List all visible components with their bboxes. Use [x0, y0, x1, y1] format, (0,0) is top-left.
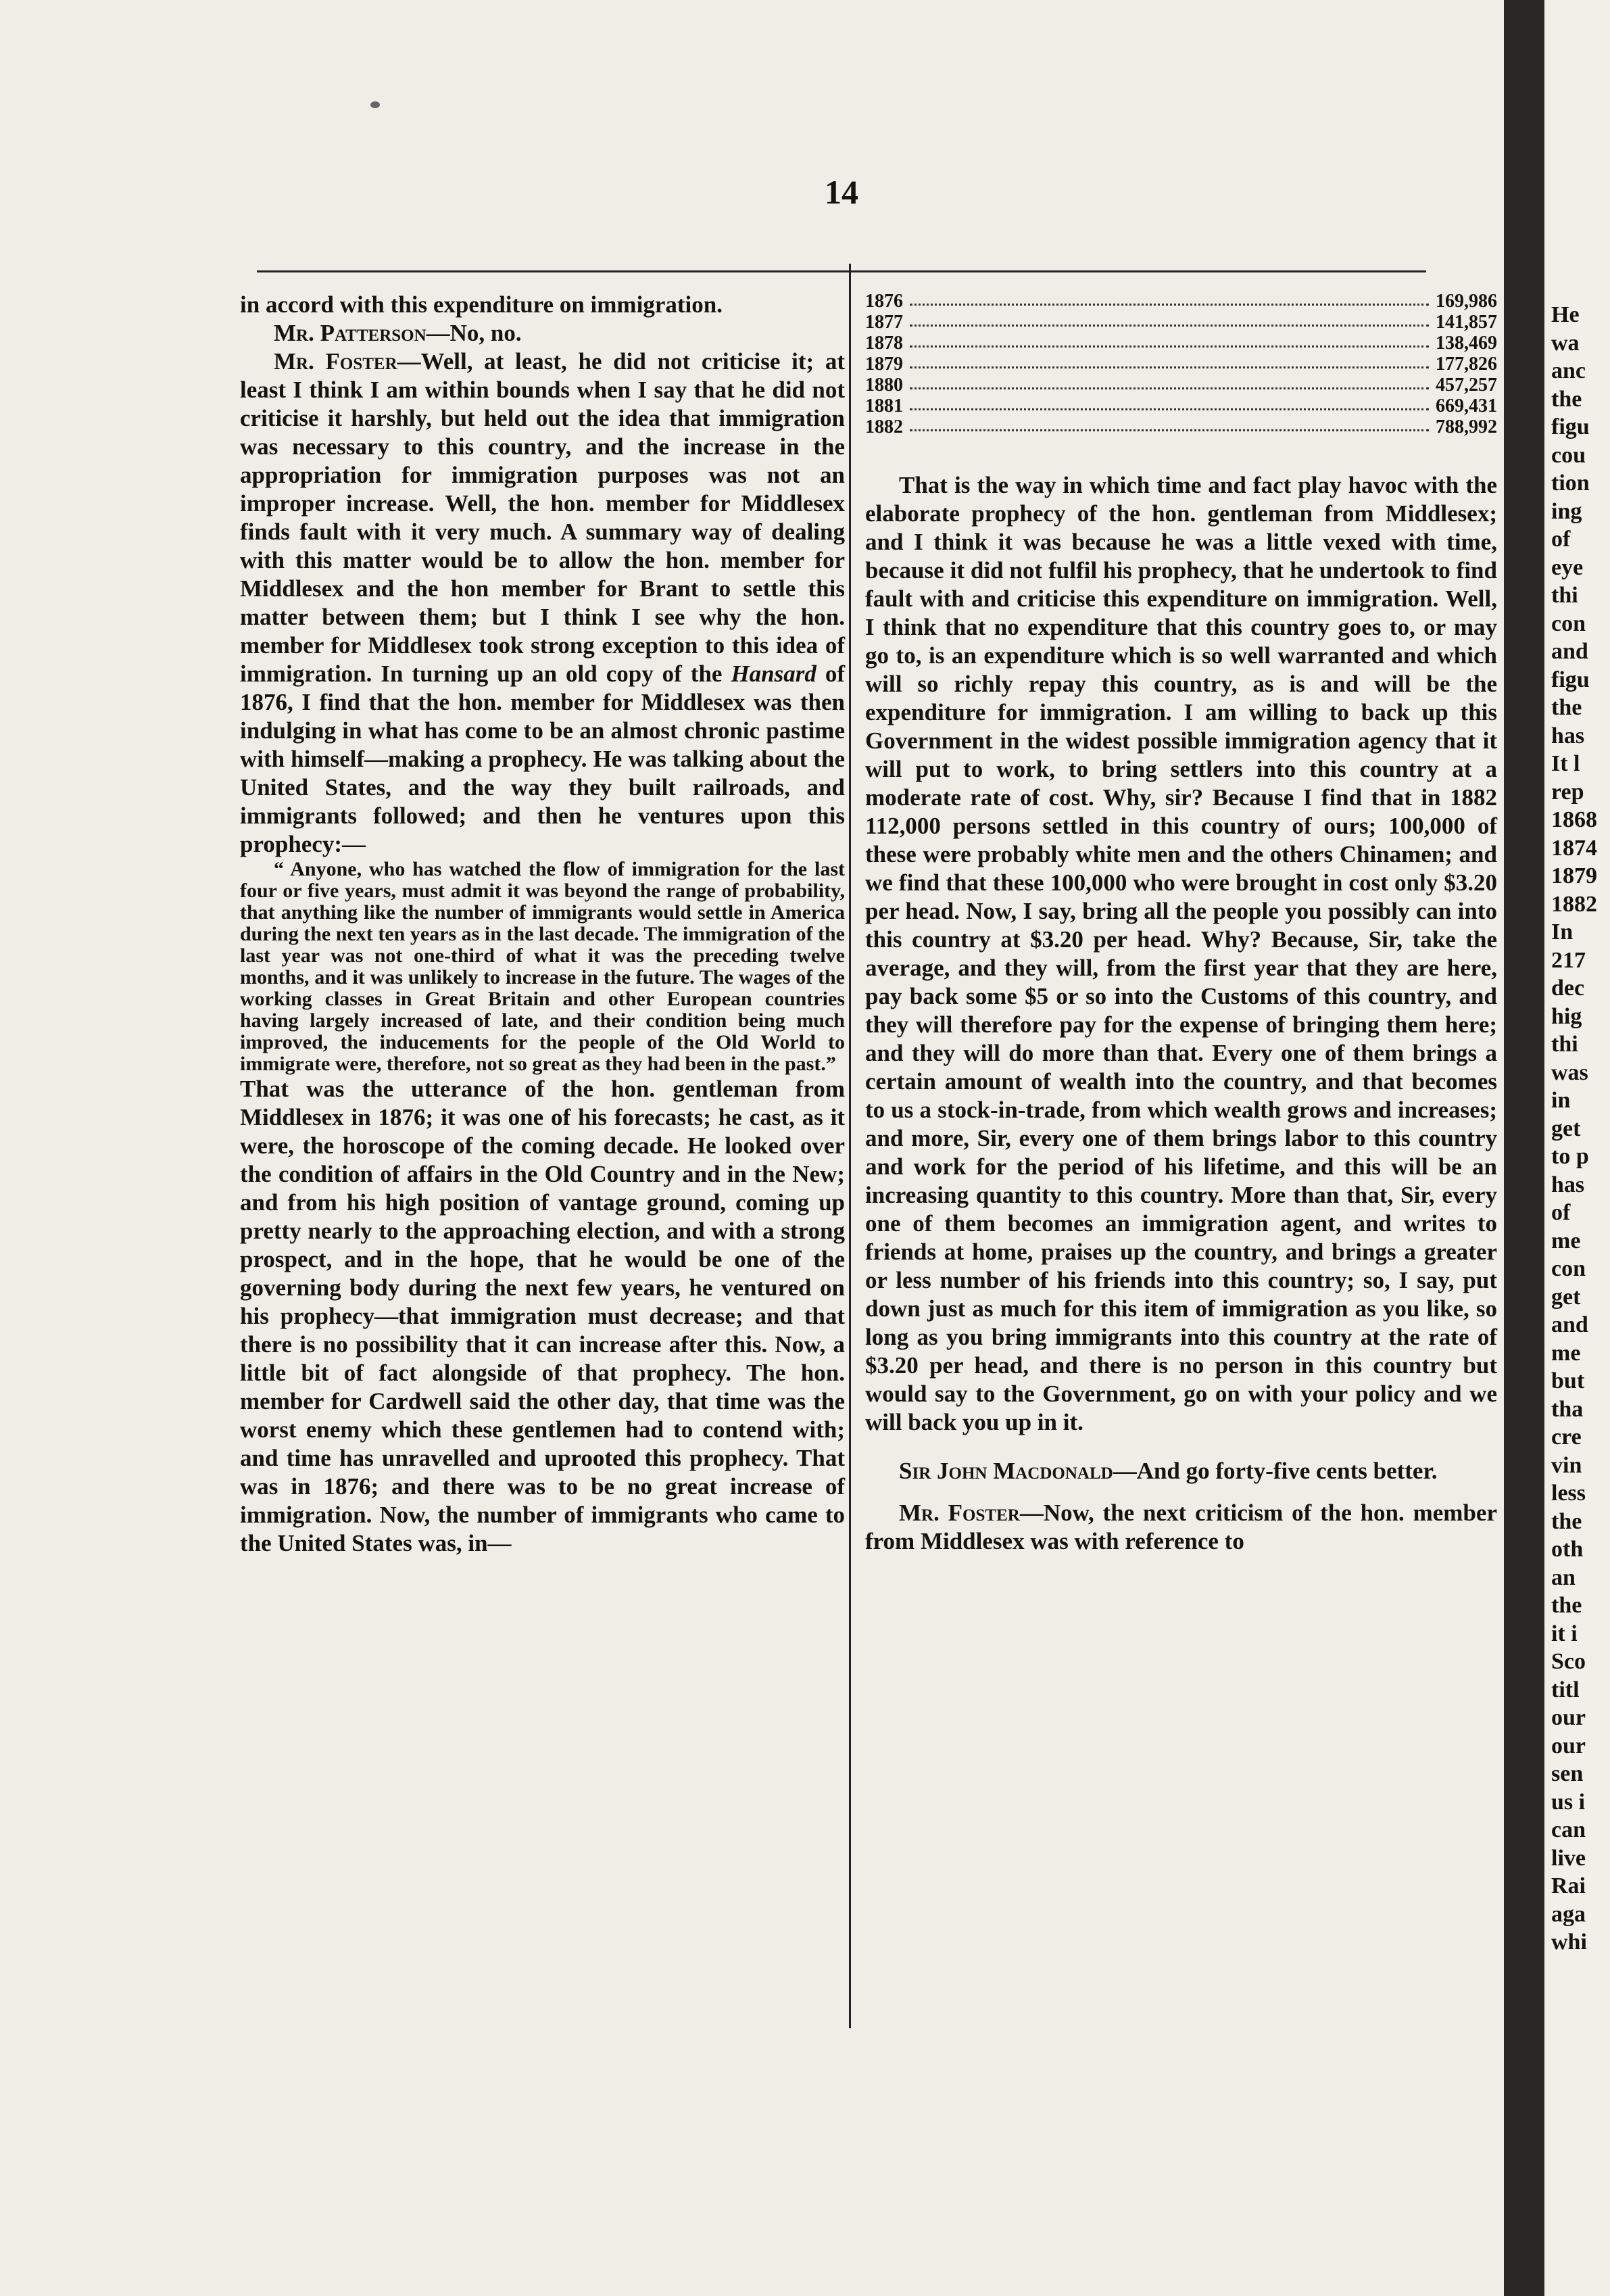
table-count: 141,857 — [1436, 312, 1497, 333]
leader-dots — [910, 396, 1429, 410]
table-count: 788,992 — [1436, 416, 1497, 437]
table-count: 669,431 — [1436, 396, 1497, 416]
column-divider — [849, 264, 851, 2028]
table-year: 1880 — [865, 375, 903, 396]
table-row — [865, 396, 1497, 416]
leader-dots — [910, 312, 1429, 327]
table-year: 1882 — [865, 416, 903, 437]
table-row — [865, 312, 1497, 333]
header-rule — [257, 270, 1426, 272]
speaker-name: Sir John Macdonald — [899, 1458, 1113, 1484]
speech-text: —And go forty-five cents better. — [1113, 1458, 1438, 1484]
paragraph-foster — [240, 348, 845, 859]
table-row — [865, 333, 1497, 354]
paragraph-patterson — [240, 319, 845, 348]
leader-dots — [910, 333, 1429, 348]
speaker-name: Mr. Foster — [899, 1500, 1020, 1526]
table-count: 457,257 — [1436, 375, 1497, 396]
table-row — [865, 375, 1497, 396]
leader-dots — [910, 416, 1429, 431]
page-gutter-shadow — [1504, 0, 1544, 2296]
paragraph-foster-next — [865, 1499, 1497, 1556]
table-year: 1877 — [865, 312, 903, 333]
paragraph-utterance: That was the utterance of the hon. gentleman from Middlesex in 1876; it was one of his forecasts; he cast, as it were, the horoscope of the coming decade. He looked over the condition of affairs in the Old Country and in the New; and from his high position of vantage ground, coming up pretty nearly to the approaching election, and with a strong prospect, and in the hope, that he would be one of the governing body during the next few years, he ventured on his prophecy—that immigration must decrease; and that there is no possibility that it can increase after this. Now, a little bit of fact alongside of that prophecy. The hon. member for Cardwell said the other day, that time was the worst enemy which these gentlemen had to contend with; and time has unravelled and uprooted this prophecy. That was in 1876; and there was to be no great increase of immigration. Now, the number of immigrants who came to the United States was, in— — [240, 1076, 845, 1556]
table-count: 177,826 — [1436, 354, 1497, 375]
speaker-name: Mr. Foster — [274, 348, 397, 375]
facing-page-fragment — [1544, 0, 1610, 2296]
speech-text: —Well, at least, he did not criticise it; at least I think I am within bounds when I say that he did not criticise it harshly, but held out the idea that immigration was necessary to this country, and the increase in the appropriation for immigration purposes was not an improper increase. Well, the hon. member for Middlesex finds fault with it very much. A summary way of dealing with this matter would be to allow the hon. member for Middlesex and the hon member for Brant to settle this matter between them; but I think I see why the hon. member for Middlesex took strong exception to this idea of immigration. In turning up an old copy of the — [240, 348, 845, 687]
left-column — [240, 291, 845, 1558]
table-row — [865, 416, 1497, 437]
speech-text-continued: of 1876, I find that the hon. member for Middlesex was then indulging in what has come to be an almost chronic pastime with himself—making a prophecy. He was talking about the United States, and the way they built railroads, and immigrants followed; and then he ventures upon this prophecy:— — [240, 661, 846, 857]
speech-text: —No, no. — [426, 320, 522, 346]
lead-text: in accord with this expenditure on immigration. — [240, 291, 723, 318]
table-row — [865, 354, 1497, 375]
table-count: 138,469 — [1436, 333, 1497, 354]
table-year: 1881 — [865, 396, 903, 416]
middle-column — [865, 291, 1497, 1556]
facing-page-text: He wa anc the figu cou tion ing of eye thi con and figu the has It l rep 1868 1874 1879 1882 In 217 dec hig thi was in get to p has of me con get and me but tha cre vin less the oth an the it i Sco titl our our sen us i can live Rai aga whi — [1551, 302, 1597, 1955]
leader-dots — [910, 354, 1429, 368]
paragraph-havoc: That is the way in which time and fact play havoc with the elaborate prophecy of the hon. gentleman from Middlesex; and I think it was because he was a little vexed with time, because it did not fulfil his prophecy, that he undertook to find fault with and criticise this expenditure on immigration. Well, I think that no expenditure that this country goes to, or may go to, is an expenditure which is so well warranted and which will so richly repay this country, as is and will be the expenditure for immigration. I am willing to back up this Government in the widest possible immigration agency that it will put to work, to bring settlers into this country at a moderate rate of cost. Why, sir? Because I find that in 1882 112,000 persons settled in this country of ours; 100,000 of these were probably white men and the others Chinamen; and we find that these 100,000 who were brought in cost only $3.20 per head. Now, I say, bring all the people you possibly can into this country at $3.20 per head. Why? Because, Sir, take the average, and they will, from the first year that they are here, pay back some $5 or so into the Customs of this country, and they will therefore pay for the expense of bringing them here; and they will do more than that. Every one of them brings a certain amount of wealth into the country, and that becomes to us a stock-in-trade, from which wealth grows and increases; and more, Sir, every one of them brings labor to this country and work for the period of his lifetime, and this will be an increasing quantity to this country. More than that, Sir, every one of them becomes an immigration agent, and writes to friends at home, praises up the country, and brings a greater or less number of his friends into this country; so, I say, put down just as much for this item of immigration as you like, so long as you bring immigrants into this country at the rate of $3.20 per head, and there is no person in this country but would say to the Government, go on with your policy and we will back you up in it. — [865, 472, 1497, 1435]
leader-dots — [910, 375, 1429, 389]
immigration-table — [865, 291, 1497, 437]
table-year: 1876 — [865, 291, 903, 312]
paragraph-macdonald — [865, 1457, 1497, 1485]
table-year: 1879 — [865, 354, 903, 375]
table-year: 1878 — [865, 333, 903, 354]
ink-blot — [370, 101, 380, 108]
block-quote: “ Anyone, who has watched the flow of immigration for the last four or five years, must admit it was beyond the range of probability, that anything like the number of immigrants would settle in America during the next ten years as in the last decade. The immigration of the last year was not one-third of what it was the preceding twelve months, and it was unlikely to increase in the future. The wages of the working classes in Great Britain and other European countries having largely increased of late, and their condition being much improved, the inducements for the people of the Old World to immigrate were, therefore, not so great as they had been in the past.” — [240, 858, 845, 1075]
leader-dots — [910, 291, 1429, 306]
hansard-title: Hansard — [731, 661, 816, 687]
speaker-name: Mr. Patterson — [274, 320, 426, 346]
table-count: 169,986 — [1436, 291, 1497, 312]
speech-text: —Now, the next criticism of the hon. member from Middlesex was with reference to — [865, 1500, 1497, 1554]
page-number: 14 — [825, 173, 858, 211]
table-row — [865, 291, 1497, 312]
